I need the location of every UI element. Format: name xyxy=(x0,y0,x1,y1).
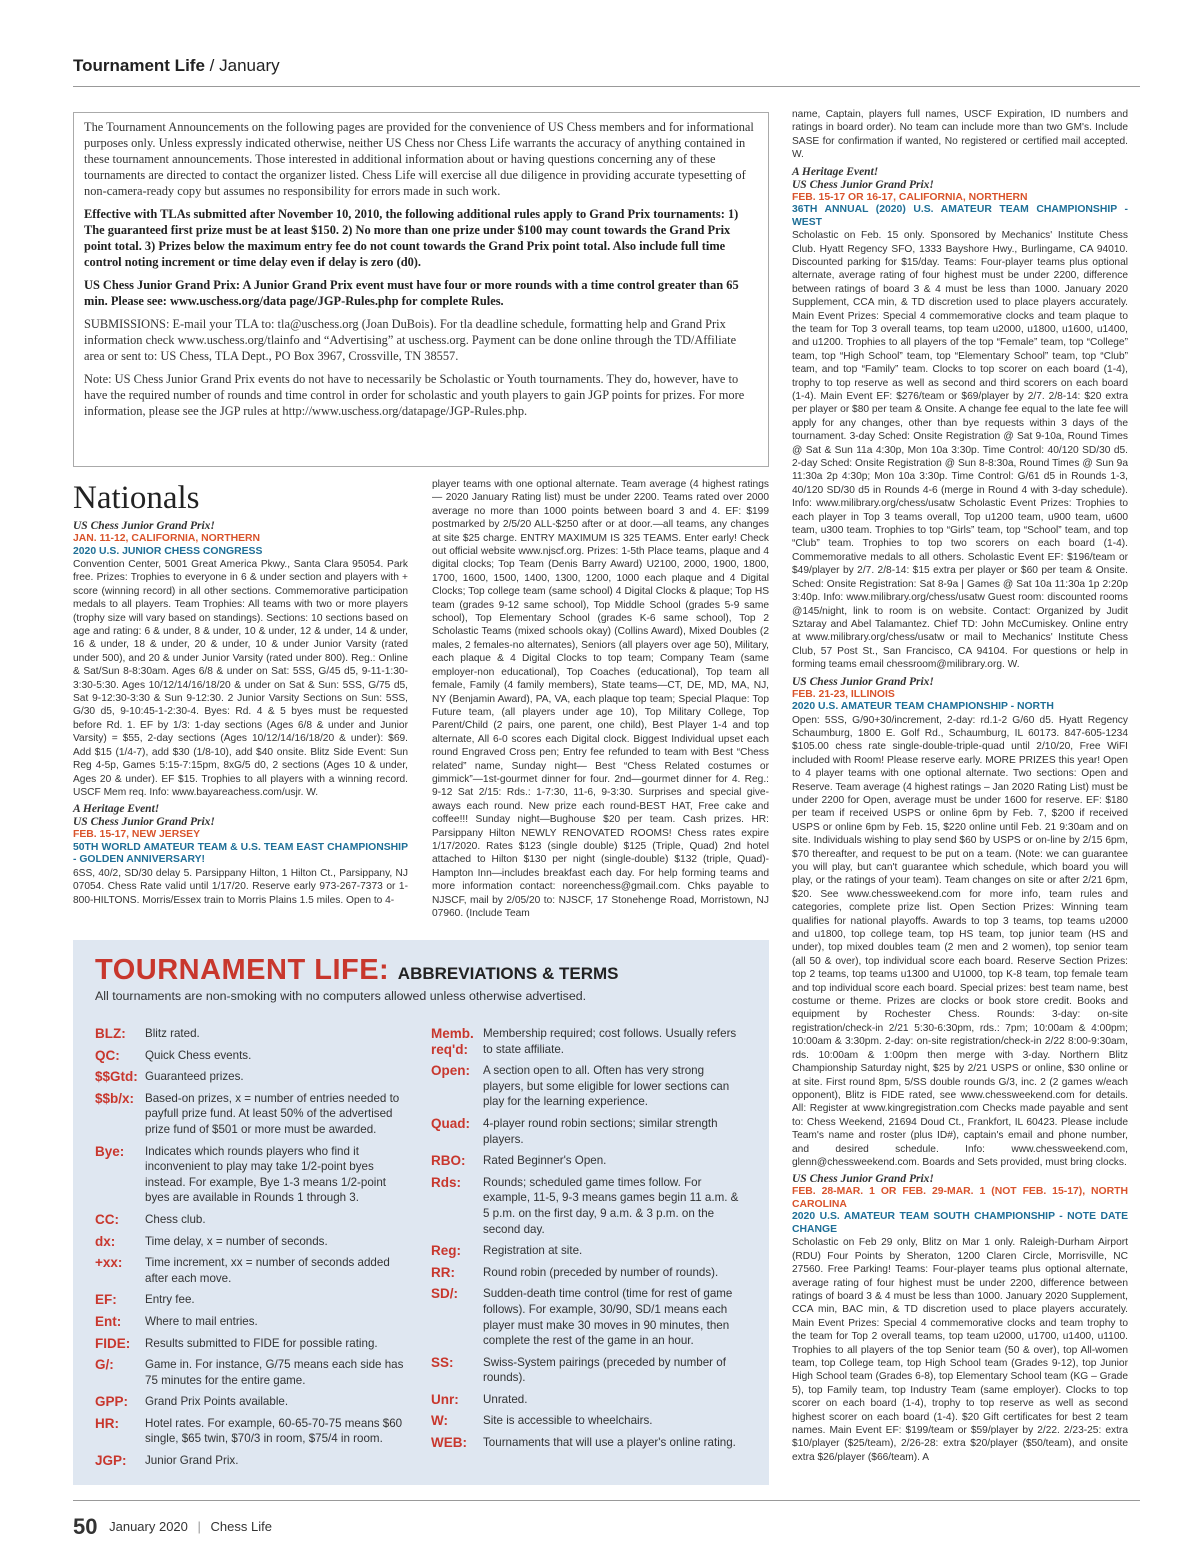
event0-body-cont: name, Captain, players full names, USCF Expiration, ID numbers and ratings in board order). No team can include more than two GM's. Include SASE for confirmation if wanted, No registered or certified mail accepted. W. xyxy=(792,109,1128,161)
abbreviation-row xyxy=(95,1292,405,1308)
abbreviation-definition: Sudden-death time control (time for rest of game follows). For example, 30/90, SD/1 means each player must make 30 moves in 90 minutes, then complete the rest of the game in an hour. xyxy=(483,1287,733,1348)
event3-date: FEB. 15-17 OR 16-17, CALIFORNIA, NORTHERN xyxy=(792,191,1028,203)
header-section: Tournament Life xyxy=(73,56,205,75)
disclaimer-p4: SUBMISSIONS: E-mail your TLA to: tla@uschess.org (Joan DuBois). For tla deadline schedule, formatting help and Grand Prix information check www.uschess.org/tlainfo and “Advertising” at uschess.org. Payment can be done online through the TD/Affiliate area or sent to: US Chess, TLA Dept., PO Box 3967, Crossville, TN 38557. xyxy=(84,317,737,363)
event3-title: 36TH ANNUAL (2020) U.S. AMATEUR TEAM CHAMPIONSHIP - WEST xyxy=(792,204,1128,228)
abbreviation-definition: Indicates which rounds players who find it inconvenient to play may take 1/2-point byes instead. For example, Bye 1-3 means 1/2-point byes are available in Rounds 1 through 3. xyxy=(145,1144,387,1205)
event4-tag: US Chess Junior Grand Prix! xyxy=(792,675,934,688)
abbreviation-row xyxy=(431,1286,747,1348)
abbreviation-definition: Hotel rates. For example, 60-65-70-75 means $60 single, $65 twin, $70/3 in room, $75/4 in room. xyxy=(145,1416,403,1446)
abbreviation-row xyxy=(431,1175,747,1237)
abbreviation-row xyxy=(95,1255,405,1286)
abbreviation-row xyxy=(95,1091,405,1138)
disclaimer-p5: Note: US Chess Junior Grand Prix events do not have to necessarily be Scholastic or Youth tournaments. They do, however, have to have the required number of rounds and time control in order for scholastic and youth players to gain JGP points for prizes. For more information, please see the JGP rules at http://www.uschess.org/datapage/JGP-Rules.php. xyxy=(84,372,745,418)
abbreviation-term: HR: xyxy=(95,1415,119,1431)
abbreviation-definition: Guaranteed prizes. xyxy=(145,1070,244,1084)
event4-date: FEB. 21-23, ILLINOIS xyxy=(792,688,895,700)
abbreviation-definition: Results submitted to FIDE for possible rating. xyxy=(145,1336,378,1350)
abbreviation-row xyxy=(431,1392,747,1408)
abbreviations-right-list xyxy=(431,1026,747,1457)
abbreviation-term: Rds: xyxy=(431,1174,461,1190)
abbreviation-definition: Swiss-System pairings (preceded by number of rounds). xyxy=(483,1355,726,1385)
abbreviation-term: Bye: xyxy=(95,1143,125,1159)
abbreviation-row xyxy=(95,1336,405,1352)
abbreviation-row xyxy=(95,1144,405,1206)
abbreviation-row xyxy=(95,1212,405,1228)
disclaimer-p1: The Tournament Announcements on the following pages are provided for the convenience of US Chess members and for informational purposes only. Unless expressly indicated otherwise, neither US Chess nor Chess Life warrants the accuracy of anything contained in these tournament announcements. Those interested in additional information about or having questions concerning any of these tournaments are directed to contact the organizer listed. Chess Life will exercise all due diligence in providing accurate typesetting of non-camera-ready copy but assumes no responsibility for errors made in such work. xyxy=(84,120,754,198)
abbreviation-definition: Time delay, x = number of seconds. xyxy=(145,1234,328,1248)
header-rule xyxy=(73,86,1140,87)
abbreviation-row xyxy=(95,1234,405,1250)
footer-separator: | xyxy=(197,1519,201,1534)
abbreviation-term: Reg: xyxy=(431,1243,461,1259)
disclaimer-p3: US Chess Junior Grand Prix: A Junior Grand Prix event must have four or more rounds with a time control greater than 65 min. Please see: www.uschess.org/data page/JGP-Rules.php for complete Rules. xyxy=(84,278,739,308)
abbreviation-term: CC: xyxy=(95,1211,119,1227)
abbreviation-definition: Where to mail entries. xyxy=(145,1314,258,1328)
abbreviation-definition: Grand Prix Points available. xyxy=(145,1395,289,1409)
header-month: January xyxy=(219,56,280,75)
abbreviation-row xyxy=(431,1243,747,1259)
abbreviation-row xyxy=(431,1026,747,1057)
abbreviation-definition: 4-player round robin sections; similar strength players. xyxy=(483,1116,718,1146)
abbreviation-term: EF: xyxy=(95,1292,117,1308)
abbreviations-left-list xyxy=(95,1026,405,1475)
abbreviation-definition: Blitz rated. xyxy=(145,1027,200,1040)
running-header xyxy=(73,56,280,76)
header-separator: / xyxy=(209,56,215,75)
event5-tag: US Chess Junior Grand Prix! xyxy=(792,1173,934,1186)
abbreviations-subtitle: All tournaments are non-smoking with no computers allowed unless otherwise advertised. xyxy=(95,989,587,1003)
abbreviation-term: G/: xyxy=(95,1357,114,1373)
page-number: 50 xyxy=(73,1514,98,1539)
event1-date: JAN. 11-12, CALIFORNIA, NORTHERN xyxy=(73,533,261,544)
disclaimer-box xyxy=(73,112,769,467)
abbreviation-definition: Rated Beginner's Open. xyxy=(483,1154,607,1168)
abbreviation-definition: Membership required; cost follows. Usually refers to state affiliate. xyxy=(483,1027,737,1056)
abbreviation-term: Unr: xyxy=(431,1391,459,1407)
abbreviation-term: +xx: xyxy=(95,1255,123,1271)
abbreviation-row xyxy=(431,1435,747,1451)
column-right xyxy=(792,108,1128,1464)
event3-body: Scholastic on Feb. 15 only. Sponsored by Mechanics' Institute Chess Club. Hyatt Regency SFO, 1333 Bayshore Hwy., Burlingame, CA 94010. Discounted parking for $15/day. Teams: Four-player teams plus optional alternate, average rating of four highest must be under 2200, difference between ratings of board 3 & 4 must be less than 1000. January 2020 Supplement, CCA min, & TD discretion used to place players accurately. Main Event Prizes: Special 4 commemorative clocks and team plaque to the team for Top 3 overall teams, top team u2000, u1800, u1600, u1400, and u1200. Trophies to all players of the top “Female” team, top “College” team, top “High School” team, top “Elementary School” team, top “Club” team, and top “Family” team. Clocks to top scorer on each board (1-4), trophy to top reserve as well as second and third scorers on each board (1-4). Main Event EF: $276/team or $69/player by 2/7. 2/8-14: $20 extra per player or $80 per team & Onsite. A change fee equal to the late fee will apply for any changes, other than bye requests within 3 days of the tournament. 3-day Sched: Onsite Registration @ Sat 9-10a, Round Times @ Sat & Sun 11a 4:30p, Mon 10a 3:30p. Time Control: 40/120 SD/30 d5. 2-day Sched: Onsite Registration @ Sun 8-8:30a, Round Times @ Sun 9a 11:30a 2p 4:30p; Mon 10a 3:30p. Time Control: G/61 d5 in Rounds 1-3, 40/120 SD/30 d5 in Rounds 4-6 (merge in Round 4 with 3-day schedule). Info: www.milibrary.org/chess/usatw Scholastic Event Prizes: Trophies to each player in Top 3 teams overall, Top u1200 team, u900 team, u600 team, u300 team. Trophies to top “Girls” team, top “School” team, and top “Club” team. Trophies to top two scorers on each board (1-4). Commemorative medals to all others. Scholastic Event EF: $196/team or $49/player by 2/7. 2/8-14: $15 extra per player or $60 per team & Onsite. Sched: Onsite Registration: Sat 8-9a | Games @ Sat 10a 11:30a 1p 2:20p 3:40p. Info: www.milibrary.org/chess/usatw Guest room: discounted rooms @145/night, link to room is on website. Contact: Organized by Judit Sztaray and Abel Talamantez. Chief TD: John McCumiskey. Online entry at www.milibrary.org/chess/usatw or mail to Mechanics' Institute Chess Club, 57 Post St., San Francisco, CA 94104. For questions or help in forming teams email chessroom@milibrary.org. W. xyxy=(792,230,1128,671)
abbreviations-title xyxy=(95,954,747,987)
abbreviation-term: $$b/x: xyxy=(95,1090,135,1106)
abbreviation-term: FIDE: xyxy=(95,1335,131,1351)
abbreviation-term: RR: xyxy=(431,1264,455,1280)
event2-date: FEB. 15-17, NEW JERSEY xyxy=(73,829,201,841)
abbreviation-definition: Rounds; scheduled game times follow. For example, 11-5, 9-3 means games begin 11 a.m. & 5 p.m. on the first day, 9 a.m. & 3 p.m. on the second day. xyxy=(483,1175,739,1236)
column-left xyxy=(73,520,408,907)
abbreviation-definition: Based-on prizes, x = number of entries needed to payfull prize fund. At least 50% of the advertised prize fund of $501 or more must be awarded. xyxy=(145,1091,400,1136)
event5-title: 2020 U.S. AMATEUR TEAM SOUTH CHAMPIONSHIP - NOTE DATE CHANGE xyxy=(792,1211,1128,1235)
abbreviation-term: QC: xyxy=(95,1047,120,1063)
abbreviation-term: WEB: xyxy=(431,1435,467,1451)
abbreviation-term: JGP: xyxy=(95,1453,127,1469)
abbreviation-definition: Tournaments that will use a player's online rating. xyxy=(483,1436,736,1450)
abbreviation-definition: Round robin (preceded by number of rounds). xyxy=(483,1265,719,1279)
abbreviation-definition: Entry fee. xyxy=(145,1293,195,1307)
abbreviation-term: SS: xyxy=(431,1354,454,1370)
column-middle xyxy=(432,478,769,920)
disclaimer-p2: Effective with TLAs submitted after November 10, 2010, the following additional rules apply to Grand Prix tournaments: 1) The guaranteed first prize must be at least $150. 2) No more than one prize under $100 may count towards the Grand Prix point total. 3) Prizes below the maximum entry fee do not count towards the Grand Prix point total. Also include full time control noting increment or time delay even if delay is zero (d0). xyxy=(84,207,739,269)
abbreviation-definition: Registration at site. xyxy=(483,1244,583,1258)
abbreviations-title-main: TOURNAMENT LIFE: xyxy=(95,954,390,986)
abbreviation-term: Memb. req'd: xyxy=(431,1026,474,1057)
abbreviation-term: BLZ: xyxy=(95,1026,126,1041)
abbreviation-row xyxy=(95,1453,405,1469)
event4-title: 2020 U.S. AMATEUR TEAM CHAMPIONSHIP - NORTH xyxy=(792,701,1054,713)
abbreviation-definition: Game in. For instance, G/75 means each side has 75 minutes for the entire game. xyxy=(145,1358,404,1387)
event3-tag2: US Chess Junior Grand Prix! xyxy=(792,178,934,191)
abbreviation-definition: Quick Chess events. xyxy=(145,1048,252,1062)
abbreviation-row xyxy=(431,1355,747,1386)
event1-tag: US Chess Junior Grand Prix! xyxy=(73,520,215,532)
abbreviation-row xyxy=(95,1394,405,1410)
abbreviation-row xyxy=(431,1116,747,1147)
abbreviation-definition: Site is accessible to wheelchairs. xyxy=(483,1414,653,1428)
page-footer xyxy=(73,1514,272,1540)
abbreviation-term: W: xyxy=(431,1413,448,1429)
abbreviation-row xyxy=(431,1153,747,1169)
abbreviation-row xyxy=(95,1357,405,1388)
event5-body: Scholastic on Feb 29 only, Blitz on Mar 1 only. Raleigh-Durham Airport (RDU) Four Points by Sheraton, 1200 Claren Circle, Morrisville, NC 27560. Free Parking! Teams: Four-player teams plus optional alternate, average rating of four highest must be under 2200, difference between ratings of board 3 & 4 must be less than 1000. January 2020 Supplement, CCA min, BAC min, & TD discretion used to place players accurately. Main Event Prizes: Special 4 commemorative clocks and team trophy to the team for Top 2 overall teams, top team u2000, u1700, u1400, u1100. Trophies to all players of the top Senior team (50 & over), top All-women team, top College team, top High School team (Grades 9-12), top Junior High School team (Grades 6-8), top Elementary School team (KG – Grade 5), top Family team, top Industry Team (same employer). Clocks to top scorer on each board (1-4), trophy to top reserve as well as second highest scorer on each board (1-4). $20 Gift certificates for best 2 team names. Main Event EF: $199/team or $59/player by 2/22. 2/23-25: extra $10/player ($25/team), 2/26-28: extra $20/player ($50/team), and onsite extra $26/player ($66/team). A xyxy=(792,1237,1128,1463)
footer-magazine: Chess Life xyxy=(210,1519,272,1534)
abbreviation-term: $$Gtd: xyxy=(95,1069,138,1085)
event5-date: FEB. 28-MAR. 1 OR FEB. 29-MAR. 1 (NOT FEB. 15-17), NORTH CAROLINA xyxy=(792,1186,1128,1210)
abbreviation-term: RBO: xyxy=(431,1153,466,1169)
event2-body-cont: player teams with one optional alternate. Team average (4 highest ratings— 2020 January Rating list) must be under 2200. Teams rated over 2000 average no more than 1000 points between board 3 and 4. EF: $199 postmarked by 2/5/20 ALL-$250 after or at door.—all teams, any changes at site $25 charge. ENTRY MAXIMUM IS 325 TEAMS. Enter early! Check out official website www.njscf.org. Prizes: 1-5th Place teams, plaque and 4 digital clocks; Top Team (Denis Barry Award) U2100, 2000, 1900, 1800, 1700, 1600, 1500, 1400, 1300, 1200, 1000 each plaque and 4 Digital Clocks; Top college team (same school) 4 Digital Clocks & plaque; Top HS team (grades 9-12 same school), Top Middle School (grades 5-9 same school), Top Elementary School (grades K-6 same school), Top 2 Scholastic Teams (mixed schools okay) (Collins Award), Mixed Doubles (2 males, 2 females-no alternates), Seniors (all players over age 50), Military, each plaque & 4 Digital Clocks to top team; Company Team (same employer-non educational), Top Coaches (educational), Top team all female, Family (4 family members), State teams—CT, DE, MD, MA, NJ, NY (Benjamin Award), PA, VA, each plaque top team; Special Plaque: Top Future team, (all players under age 10), Top Military College, Top Parent/Child (2 pairs, one parent, one child), Best Player 1-4 and top alternate, All 6-0 scores each Digital clock. Biggest Individual upset each round Engraved Cross pen; Entry fee refunded to team with Best “Chess related” name, Sunday night— Best “Chess Related costumes or gimmick”—1st-gourmet dinner for four. 2nd—gourmet dinner for 4. Reg.: 9-12 Sat 2/15: Rds.: 1-7:30, 11-6, 9-3:30. Surprises and special give-aways each round. New prize each round-BEST HAT, Free cake and coffee!!! Sunday night—Bughouse $20 per team. Cash prizes. HR: Parsippany Hilton NEWLY RENOVATED ROOMS! Chess rates expire 1/17/2020. Rates $123 (single double) $125 (Triple, Quad) 2nd hotel attached to Hilton $130 per night (single-double) $132 (triple, Quad)-Hampton Inn—includes breakfast each day. For help forming teams and more information contact: noreenchess@gmail.com. Chks payable to NJSCF, mail by 2/05/20 to: NJSCF, 17 Stonehenge Road, Morristown, NJ 07960. (Include Team xyxy=(432,479,769,919)
abbreviation-definition: Chess club. xyxy=(145,1212,206,1226)
abbreviation-row xyxy=(95,1026,405,1042)
nationals-heading: Nationals xyxy=(73,480,200,516)
event2-title: 50TH WORLD AMATEUR TEAM & U.S. TEAM EAST CHAMPIONSHIP - GOLDEN ANNIVERSARY! xyxy=(73,841,408,866)
abbreviations-box xyxy=(73,940,769,1485)
event2-tag2: US Chess Junior Grand Prix! xyxy=(73,816,215,829)
abbreviation-row xyxy=(431,1063,747,1110)
abbreviation-term: Quad: xyxy=(431,1115,470,1131)
footer-issue: January 2020 xyxy=(109,1519,188,1534)
abbreviation-definition: A section open to all. Often has very strong players, but some eligible for lower sections can play for the learning experience. xyxy=(483,1064,730,1109)
abbreviation-term: SD/: xyxy=(431,1286,458,1302)
abbreviation-row xyxy=(95,1416,405,1447)
abbreviation-definition: Unrated. xyxy=(483,1392,528,1406)
abbreviation-row xyxy=(95,1069,405,1085)
abbreviation-term: Open: xyxy=(431,1063,470,1079)
abbreviation-definition: Time increment, xx = number of seconds added after each move. xyxy=(145,1256,390,1285)
event4-body: Open: 5SS, G/90+30/increment, 2-day: rd.1-2 G/60 d5. Hyatt Regency Schaumburg, 1800 E. Golf Rd., Schaumburg, IL 60173. 847-605-1234 $105.00 chess rate single-double-triple-quad until 2/10/20, Free WiFI included with Room! Please reserve early. MORE PRIZES this year! Open to 4 player teams with one optional alternate. Two sections: Open and Reserve. Team average (4 highest ratings – Jan 2020 Rating List) must be under 2200 for Open, average must be under 1600 for reserve. EF: $180 per team if received USPS or online 6pm by Feb. 7, $200 if received USPS or online 6pm by Feb. 15, $220 online until Feb. 21 9:30am and on site. Individuals wishing to play send $60 by USPS or on-line by 2/15 6pm, $70 thereafter, and request to be put on a team. (Note: we can guarantee you will play, but can't guarantee which schedule, which board you will play, or the ratings of your team). Team changes on site or after 2/21 6pm, $20. See www.chessweekend.com for more info, team rules and categories, complete prize list. Open Section Prizes: Winning team qualifies for national playoffs. Awards to top 3 teams, top teams u2000 and u1800, top college team, top HS team, top junior team (HS and under), top mixed doubles team (2 men and 2 women), top senior team (all 50 & over), top individual score each board. Reserve Section Prizes: top 2 teams, top teams u1300 and U1000, top K-8 team, top female team and top individual score each board. Special prizes: best team name, best costume or theme. Prizes are clocks or book store credit. Books and equipment by Rochester Chess. Rounds: 3-day: on-site registration/check-in 2/21 5:30-6:30pm, rds.: 7pm; 10:00am & 4:00pm; 10:00am & 3:30pm. 2-day: on-site registration/check-in 2/22 8:00-9:30am, rds. 10:00am & 1:00pm then merge with 3-day. Northern Blitz Championship Saturday night, $25 by 2/21 USPS or online, $30 online or at site. First round 8pm, 5/SS double rounds G/3, inc. 2 (2 games w/each opponent), Blitz is FIDE rated, see www.chessweekend.com for details. All: Register at www.kingregistration.com Checks made payable and sent to: Chess Weekend, 21694 Doud Ct., Frankfort, IL 60423. Please include Team's name and roster (plus ID#), captain's email and phone number, and desired schedule. Info: www.chessweekend.com, glenn@chessweekend.com. Boards and Sets provided, must bring clocks. xyxy=(792,714,1128,1168)
event1-title: 2020 U.S. JUNIOR CHESS CONGRESS xyxy=(73,545,263,557)
abbreviation-term: Ent: xyxy=(95,1313,122,1329)
abbreviation-row xyxy=(431,1413,747,1429)
abbreviation-term: GPP: xyxy=(95,1394,129,1410)
event2-body: 6SS, 40/2, SD/30 delay 5. Parsippany Hilton, 1 Hilton Ct., Parsippany, NJ 07054. Chess Rate valid until 1/17/20. Reserve early 973-267-7373 or 1-800-HILTONS. Morris/Essex train to Morris Plains 1.5 miles. Open to 4- xyxy=(73,867,408,906)
footer-rule xyxy=(73,1500,1140,1501)
abbreviation-term: dx: xyxy=(95,1233,116,1249)
event1-body: Convention Center, 5001 Great America Pkwy., Santa Clara 95054. Park free. Prizes: Trophies to everyone in 6 & under section and players with + score (winning record) in all other sections. Commemorative participation medals to all players. Team Trophies: All teams with two or more players (trophy size will vary based on standings). Sections: 10 sections based on age and rating: 6 & under, 8 & under, 10 & under, 12 & under, 14 & under, 16 & under, 18 & under, 20 & under, 10 & under Junior Varsity (rated under 500), and 20 & under Junior Varsity (rated under 800). Reg.: Online & Sat/Sun 8-8:30am. Ages 6/8 & under on Sat: 5SS, G/45 d5, 9-11-1:30-3:30-5:30. Ages 10/12/14/16/18/20 & under on Sat & Sun: 5SS, G/75 d5, Sat 9-12:30-3:30 & Sun 9-12:30. 2 Junior Varsity Sections on Sun: 5SS, G/30 d5, 9-10:45-1-2:30-4. Byes: Rd. 4 & 5 byes must be requested before Rd. 1. EF by 1/3: 1-day sections (Ages 6/8 & under and Junior Varsity) = $55, 2-day sections (Ages 10/12/14/16/18/20 & under): $69. Add $15 (1/4-7), add $30 (1/8-10), add $40 onsite. Blitz Side Event: Sun Reg 4-5p, Games 5:15-7:15pm, 8xG/5 d0, 2 sections (Ages 10 & under, Ages 20 & under). EF $15. Trophies to all players with a winning record. USCF Mem req. Info: www.bayareachess.com/usjr. W. xyxy=(73,559,408,798)
event2-tag1: A Heritage Event! xyxy=(73,803,160,816)
abbreviation-row xyxy=(95,1314,405,1330)
abbreviation-row xyxy=(431,1265,747,1281)
event3-tag1: A Heritage Event! xyxy=(792,165,879,178)
abbreviations-title-sub: ABBREVIATIONS & TERMS xyxy=(397,964,619,983)
abbreviation-definition: Junior Grand Prix. xyxy=(145,1454,239,1468)
abbreviation-row xyxy=(95,1048,405,1064)
